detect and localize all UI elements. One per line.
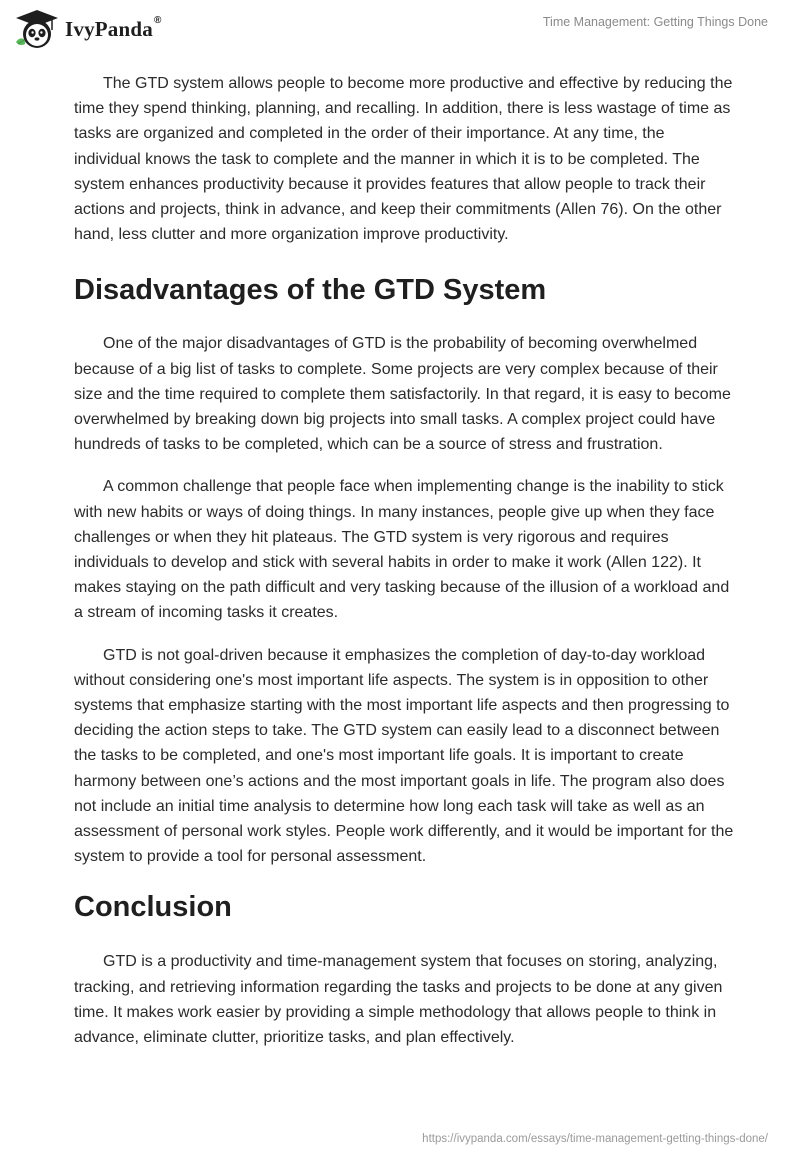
section-heading-conclusion: Conclusion — [74, 891, 232, 924]
brand-text: IvyPanda — [65, 16, 153, 41]
registered-mark: ® — [153, 14, 162, 26]
paragraph: One of the major disadvantages of GTD is the probability of becoming overwhelmed because of a big list of tasks to complete. Some projects are very complex because of their size and the time required to complete them satisfactorily. In that regard, it is easy to become overwhelmed by breaking down big projects into small tasks. A complex project could have hundreds of tasks to be completed, which can be a source of stress and frustration. — [74, 335, 731, 454]
page-header — [0, 0, 800, 60]
intro-paragraph: The GTD system allows people to become more productive and effective by reducing the time they spend thinking, planning, and recalling. In addition, there is less wastage of time as tasks are organized and completed in the order of their importance. At any time, the individual knows the task to complete and the manner in which it is to be completed. The system enhances productivity because it provides features that allow people to track their actions and projects, think in advance, and keep their commitments (Allen 76). On the other hand, less clutter and more organization improve productivity. — [74, 75, 733, 244]
ivypanda-logo[interactable] — [14, 8, 162, 50]
section-heading-disadvantages: Disadvantages of the GTD System — [74, 274, 547, 307]
paragraph: GTD is a productivity and time-management system that focuses on storing, analyzing, tracking, and retrieving information regarding the tasks and projects to be done at any given time. It makes work easier by providing a simple methodology that allows people to think in advance, eliminate clutter, prioritize tasks, and plan effectively. — [74, 953, 723, 1047]
running-title: Time Management: Getting Things Done — [542, 15, 768, 29]
paragraph: A common challenge that people face when implementing change is the inability to stick with new habits or ways of doing things. In many instances, people give up when they face challenges or when they hit plateaus. The GTD system is very rigorous and requires individuals to develop and stick with several habits in order to make it work (Allen 122). It makes staying on the path difficult and very tasking because of the illusion of a workload and a stream of incoming tasks it creates. — [74, 478, 730, 622]
essay-content — [74, 71, 734, 1067]
panda-graduation-cap-icon — [14, 8, 60, 50]
paragraph: GTD is not goal-driven because it emphasizes the completion of day-to-day workload without considering one's most important life aspects. The system is in opposition to other systems that emphasize starting with the most important life aspects and then progressing to deciding the action steps to take. The GTD system can easily lead to a disconnect between the tasks to be completed, and one's most important life goals. It is important to create harmony between one’s actions and the most important goals in life. The program also does not include an initial time analysis to determine how long each task will take as well as an assessment of personal work styles. People work differently, and it would be important for the system to provide a tool for personal assessment. — [74, 646, 734, 866]
brand-name — [65, 14, 162, 42]
footer-url[interactable]: https://ivypanda.com/essays/time-management-getting-things-done/ — [422, 1133, 768, 1145]
